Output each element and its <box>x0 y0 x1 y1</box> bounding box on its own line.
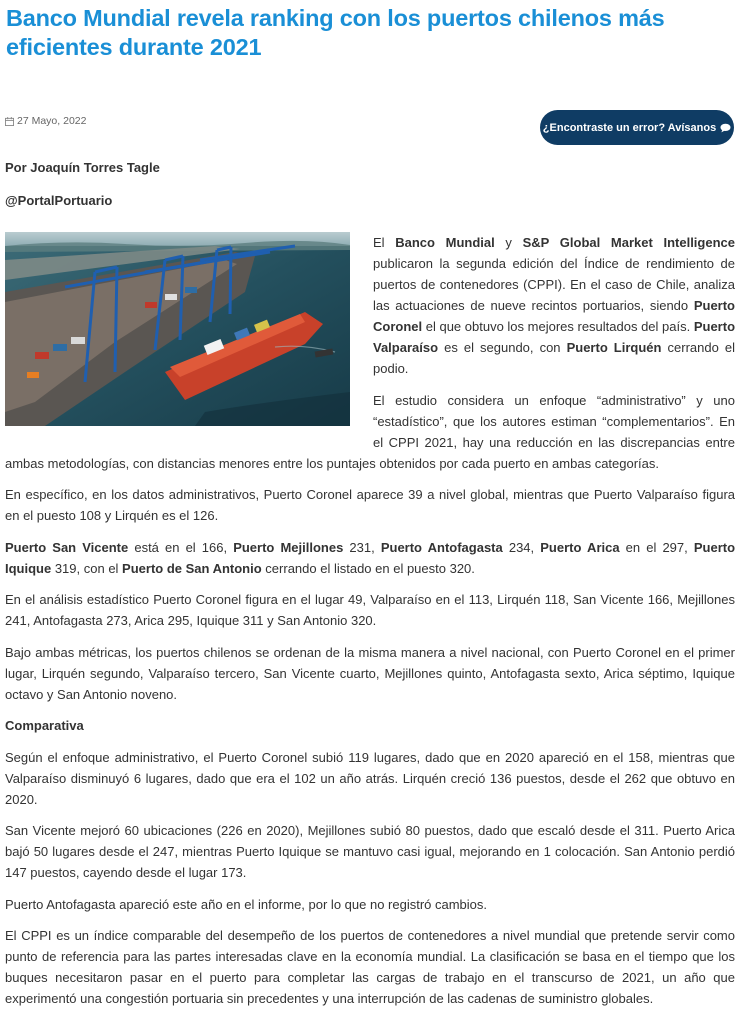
paragraph-9: Puerto Antofagasta apareció este año en el informe, por lo que no registró cambios. <box>5 896 488 912</box>
paragraph-4 <box>5 537 735 579</box>
text: es el segundo, con <box>438 340 567 355</box>
text: el que obtuvo los mejores resultados del país. <box>422 319 694 334</box>
bold-text: Puerto San Vicente <box>5 539 129 555</box>
text: cerrando el podio. <box>373 340 736 376</box>
bold-text: Banco Mundial <box>395 235 495 250</box>
paragraph-8: San Vicente mejoró 60 ubicaciones (226 en 2020), Mejillones subió 80 puestos, dado que escaló desde el 311. Puerto Arica bajó 50 lugares desde el 247, mientras Puerto Iquique se mantuvo casi igual, mejorando en 1 colocación. San Antonio perdió 147 puestos, cayendo desde el lugar 173. <box>5 823 735 880</box>
author-handle[interactable]: @PortalPortuario <box>5 193 113 208</box>
report-error-label: ¿Encontraste un error? Avísanos <box>542 121 717 134</box>
bold-text: S&P Global Market Intelligence <box>522 235 735 250</box>
speech-bubble-icon <box>720 123 731 133</box>
bold-text: Puerto Arica <box>540 539 620 555</box>
text: 234, <box>502 539 541 555</box>
text: publicaron la segunda edición del Índice de rendimiento de puertos de contenedores (CPPI). En el caso de Chile, analiza las actuaciones de nueve recintos portuarios, siendo <box>373 256 735 313</box>
paragraph-10: El CPPI es un índice comparable del desempeño de los puertos de contenedores a nivel mundial que pretende servir como punto de referencia para las partes interesadas clave en la economía mundial. La clasificación se basa en el tiempo que los buques necesitaron pasar en el puerto para completar las cargas de trabajo en el transcurso de 2021, un año que experimentó una congestión portuaria sin precedentes y una interrupción de las cadenas de suministro globales. <box>5 928 735 1006</box>
section-heading: Comparativa <box>5 718 84 733</box>
report-error-button[interactable] <box>540 110 734 145</box>
bold-text: Puerto Lirquén <box>566 340 662 355</box>
calendar-icon <box>5 117 14 126</box>
paragraph-6: Bajo ambas métricas, los puertos chilenos se ordenan de la misma manera a nivel nacional, con Puerto Coronel en el primer lugar, Lirquén segundo, Valparaíso tercero, San Vicente cuarto, Mejillones quinto, Antofagasta sexto, Arica séptimo, Iquique octavo y San Antonio noveno. <box>5 644 735 702</box>
text: en el 297, <box>619 539 694 555</box>
text: está en el 166, <box>128 539 234 555</box>
text: y <box>494 235 523 250</box>
text: 231, <box>343 539 381 555</box>
port-cranes-photo <box>5 232 350 426</box>
publish-date <box>5 115 86 127</box>
article-body <box>5 232 735 1020</box>
text: cerrando el listado en el puesto 320. <box>261 560 475 576</box>
paragraph-3: En específico, en los datos administrativos, Puerto Coronel aparece 39 a nivel global, mientras que Puerto Valparaíso figura en el puesto 108 y Lirquén es el 126. <box>5 487 735 523</box>
bold-text: Puerto Valparaíso <box>373 319 736 355</box>
text: 319, con el <box>51 560 123 576</box>
paragraph-7: Según el enfoque administrativo, el Puerto Coronel subió 119 lugares, dado que en 2020 apareció en el 158, mientras que Valparaíso disminuyó 6 lugares, dado que era el 102 un año atrás. Lirquén creció 136 puestos, desde el 262 que obtuvo en 2020. <box>5 749 735 807</box>
bold-text: Puerto Antofagasta <box>380 539 503 555</box>
bold-text: Puerto de San Antonio <box>122 560 262 576</box>
bold-text: Puerto Iquique <box>5 539 736 576</box>
bold-text: Puerto Mejillones <box>233 539 344 555</box>
article-title: Banco Mundial revela ranking con los puertos chilenos más eficientes durante 2021 <box>6 5 665 60</box>
paragraph-5: En el análisis estadístico Puerto Coronel figura en el lugar 49, Valparaíso en el 113, Lirquén 118, San Vicente 166, Mejillones 241, Antofagasta 273, Arica 295, Iquique 311 y San Antonio 320. <box>5 592 735 628</box>
bold-text: Puerto Coronel <box>373 298 735 334</box>
paragraph-2: El estudio considera un enfoque “administrativo” y uno “estadístico”, que los autores estiman “complementarios”. En el CPPI 2021, hay una reducción en las discrepancias entre ambas metodologías, con distancias menores entre los puntajes obtenidos por cada puerto en ambas categorías. <box>5 392 735 471</box>
text: El <box>373 235 396 250</box>
author-byline: Por Joaquín Torres Tagle <box>5 160 160 175</box>
publish-date-text: 27 Mayo, 2022 <box>17 115 87 127</box>
